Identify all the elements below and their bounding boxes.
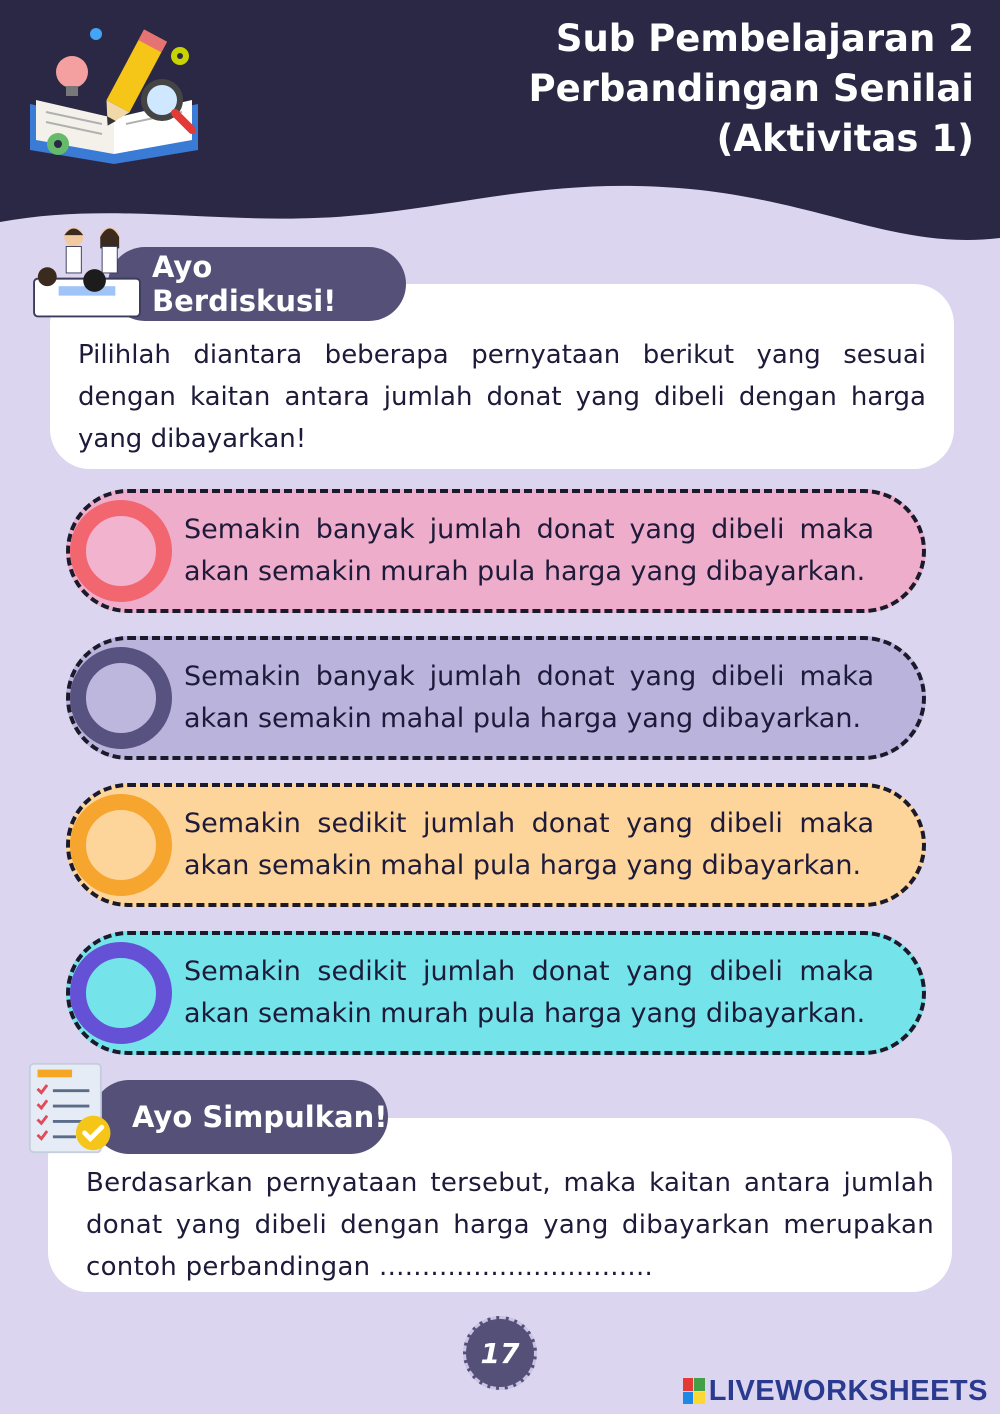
conclusion-text: Berdasarkan pernyataan tersebut, maka kaitan antara jumlah donat yang dibeli dengan harga yang dibayarkan merupakan contoh perbandingan ................................ bbox=[86, 1168, 934, 1282]
discussion-tag-label: Ayo Berdiskusi! bbox=[152, 250, 337, 318]
option-1-radio[interactable] bbox=[70, 500, 172, 602]
title-line-3: (Aktivitas 1) bbox=[716, 117, 974, 160]
option-2[interactable] bbox=[66, 636, 926, 760]
option-4-radio[interactable] bbox=[70, 942, 172, 1044]
students-discussing-icon bbox=[26, 220, 148, 324]
liveworksheets-logo bbox=[683, 1374, 988, 1408]
book-pencil-icon bbox=[22, 22, 212, 172]
option-3-radio[interactable] bbox=[70, 794, 172, 896]
page-title bbox=[414, 14, 974, 164]
conclusion-tag-label: Ayo Simpulkan! bbox=[132, 1100, 388, 1134]
discussion-tag bbox=[108, 247, 406, 321]
option-2-radio[interactable] bbox=[70, 647, 172, 749]
option-4[interactable] bbox=[66, 931, 926, 1055]
brand-icon bbox=[683, 1378, 705, 1404]
title-line-2: Perbandingan Senilai bbox=[528, 67, 974, 110]
brand-text: LIVEWORKSHEETS bbox=[708, 1374, 988, 1407]
title-line-1: Sub Pembelajaran 2 bbox=[555, 17, 974, 60]
option-3-text: Semakin sedikit jumlah donat yang dibeli maka akan semakin mahal pula harga yang dibayarkan. bbox=[184, 808, 874, 881]
option-2-text: Semakin banyak jumlah donat yang dibeli maka akan semakin mahal pula harga yang dibayarkan. bbox=[184, 661, 874, 734]
conclusion-tag bbox=[92, 1080, 388, 1154]
discussion-prompt: Pilihlah diantara beberapa pernyataan berikut yang sesuai dengan kaitan antara jumlah donat yang dibeli dengan harga yang dibayarkan! bbox=[78, 340, 926, 454]
page-number: 17 bbox=[463, 1316, 537, 1390]
option-3[interactable] bbox=[66, 783, 926, 907]
option-1-text: Semakin banyak jumlah donat yang dibeli maka akan semakin murah pula harga yang dibayarkan. bbox=[184, 514, 874, 587]
option-4-text: Semakin sedikit jumlah donat yang dibeli maka akan semakin murah pula harga yang dibayarkan. bbox=[184, 956, 874, 1029]
option-1[interactable] bbox=[66, 489, 926, 613]
checklist-icon bbox=[26, 1058, 122, 1158]
